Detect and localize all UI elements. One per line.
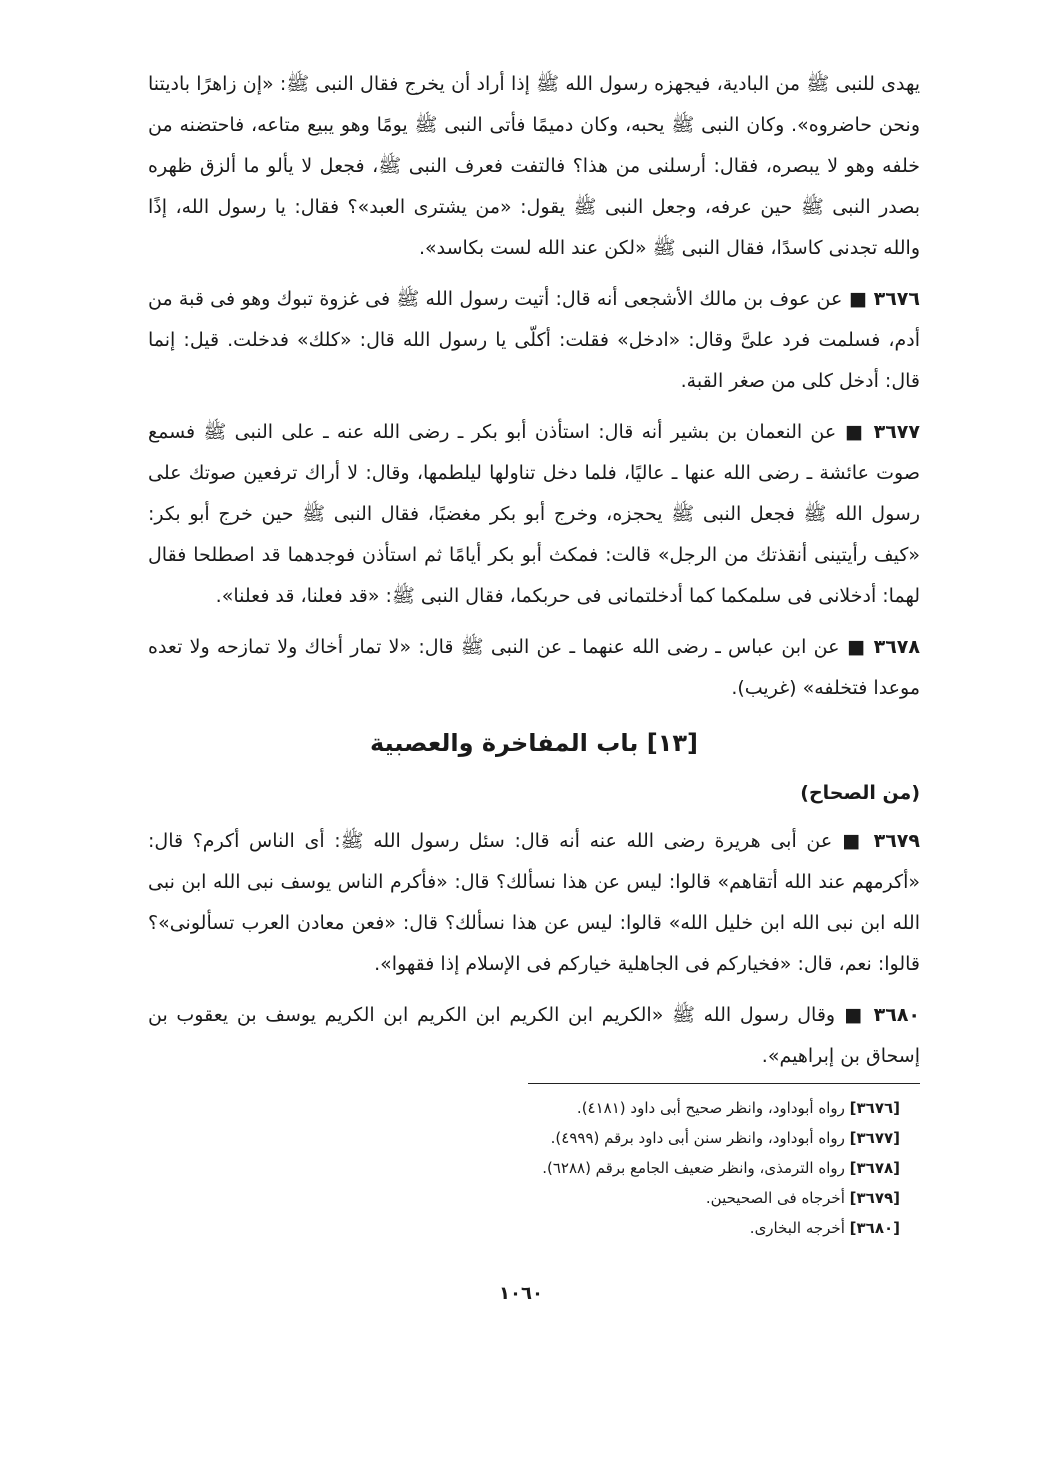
hadith-3679 — [148, 821, 920, 985]
paragraph-continuation — [148, 64, 920, 269]
footnote-text: رواه أبوداود، وانظر سنن أبى داود برقم (٤٩٩٩). — [550, 1129, 845, 1147]
hadith-text: عن أبى هريرة رضى الله عنه أنه قال: سئل رسول الله ﷺ: أى الناس أكرم؟ قال: «أكرمهم عند الله أتقاهم» قالوا: ليس عن هذا نسألك؟ قال: «فأكرم الناس يوسف نبى الله ابن نبى الله ابن نبى الله ابن خليل الله» قالوا: ليس عن هذا نسألك؟ قال: «فعن معادن العرب تسألونى»؟ قالوا: نعم، قال: «فخياركم فى الجاهلية خياركم فى الإسلام إذا فقهوا». — [148, 830, 920, 975]
footnote-text: رواه أبوداود، وانظر صحيح أبى داود (٤١٨١). — [576, 1099, 845, 1117]
footnotes — [480, 1093, 900, 1243]
section-label: (من الصحاح) — [800, 782, 920, 804]
hadith-3677 — [148, 412, 920, 617]
hadith-marker: ■ — [835, 1004, 865, 1026]
chapter-title: [١٣] باب المفاخرة والعصبية — [370, 729, 698, 757]
footnote — [480, 1213, 900, 1243]
page-number: ١٠٦٠ — [499, 1283, 543, 1304]
hadith-number: ٣٦٨٠ — [873, 1004, 921, 1026]
hadith-marker: ■ — [839, 636, 867, 658]
hadith-number: ٣٦٧٨ — [873, 636, 920, 658]
hadith-number: ٣٦٧٦ — [873, 288, 920, 310]
hadith-number: ٣٦٧٩ — [873, 830, 920, 852]
footnote — [480, 1123, 900, 1153]
footnote-ref: [٣٦٧٧] — [849, 1129, 900, 1147]
hadith-number: ٣٦٧٧ — [873, 421, 920, 443]
main-text — [148, 64, 920, 1087]
hadith-marker: ■ — [832, 830, 864, 852]
hadith-3680 — [148, 995, 920, 1077]
footnote — [480, 1093, 900, 1123]
footnote-ref: [٣٦٧٦] — [849, 1099, 900, 1117]
hadith-text: وقال رسول الله ﷺ «الكريم ابن الكريم ابن الكريم ابن الكريم يوسف بن يعقوب بن إسحاق بن إبراهيم». — [148, 1004, 920, 1067]
hadith-text: عن النعمان بن بشير أنه قال: استأذن أبو بكر ـ رضى الله عنه ـ على النبى ﷺ فسمع صوت عائشة ـ رضى الله عنها ـ عاليًا، فلما دخل تناولها ليلطمها، وقال: لا أراك ترفعين صوتك على رسول الله ﷺ فجعل النبى ﷺ يحجزه، وخرج أبو بكر مغضبًا، فقال النبى ﷺ حين خرج أبو بكر: «كيف رأيتينى أنقذتك من الرجل» قالت: فمكث أبو بكر أيامًا ثم استأذن فوجدهما قد اصطلحا فقال لهما: أدخلانى فى سلمكما كما أدخلتمانى فى حربكما، فقال النبى ﷺ: «قد فعلنا، قد فعلنا». — [148, 421, 920, 607]
footnote-divider — [528, 1083, 920, 1084]
hadith-marker: ■ — [842, 288, 868, 310]
footnote — [480, 1183, 900, 1213]
hadith-3676 — [148, 279, 920, 402]
footnote-text: رواه الترمذى، وانظر ضعيف الجامع برقم (٦٢٨٨). — [542, 1159, 845, 1177]
hadith-3678 — [148, 627, 920, 709]
footnote-ref: [٣٦٧٩] — [849, 1189, 900, 1207]
hadith-marker: ■ — [836, 421, 866, 443]
footnote — [480, 1153, 900, 1183]
hadith-text: عن عوف بن مالك الأشجعى أنه قال: أتيت رسول الله ﷺ فى غزوة تبوك وهو فى قبة من أدم، فسلمت فرد علىَّ وقال: «ادخل» فقلت: أكلّى يا رسول الله قال: «كلك» فدخلت. قيل: إنما قال: أدخل كلى من صغر القبة. — [148, 288, 920, 392]
footnote-ref: [٣٦٧٨] — [849, 1159, 900, 1177]
footnote-text: أخرجاه فى الصحيحين. — [705, 1189, 845, 1207]
hadith-text: عن ابن عباس ـ رضى الله عنهما ـ عن النبى ﷺ قال: «لا تمار أخاك ولا تمازحه ولا تعده موعدا فتخلفه» (غريب). — [148, 636, 920, 699]
paragraph-text: يهدى للنبى ﷺ من البادية، فيجهزه رسول الله ﷺ إذا أراد أن يخرج فقال النبى ﷺ: «إن زاهرًا باديتنا ونحن حاضروه». وكان النبى ﷺ يحبه، وكان دميمًا فأتى النبى ﷺ يومًا وهو يبيع متاعه، فاحتضنه من خلفه وهو لا يبصره، فقال: أرسلنى من هذا؟ فالتفت فعرف النبى ﷺ، فجعل لا يألو ما ألزق ظهره بصدر النبى ﷺ حين عرفه، وجعل النبى ﷺ يقول: «من يشترى العبد»؟ فقال: يا رسول الله، إذًا والله تجدنى كاسدًا، فقال النبى ﷺ «لكن عند الله لست بكاسد». — [148, 73, 920, 259]
footnote-text: أخرجه البخارى. — [749, 1219, 845, 1237]
footnote-ref: [٣٦٨٠] — [849, 1219, 900, 1237]
